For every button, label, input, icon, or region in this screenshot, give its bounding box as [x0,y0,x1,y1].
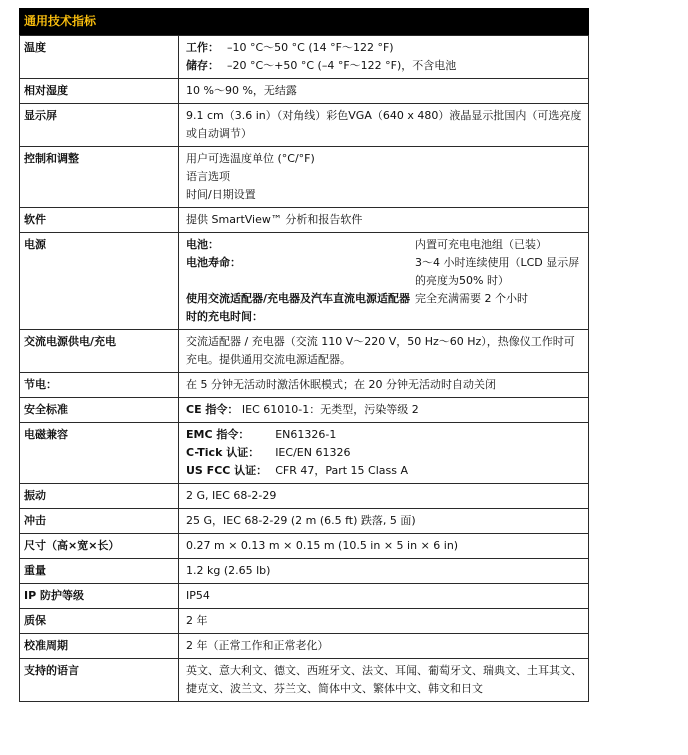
table-row [20,609,589,634]
spec-table [19,35,589,702]
row-value [179,398,589,423]
fcc-value: CFR 47，Part 15 Class A [275,464,408,477]
row-label: IP 防护等级 [20,584,179,609]
row-value [179,233,589,330]
row-label: 相对湿度 [20,79,179,104]
row-value [179,36,589,79]
row-label: 温度 [20,36,179,79]
emc-label: EMC 指令： [186,428,250,441]
row-value: 0.27 m × 0.13 m × 0.15 m (10.5 in × 5 in × 6 in) [179,534,589,559]
row-label: 冲击 [20,509,179,534]
row-label: 尺寸（高×宽×长） [20,534,179,559]
row-label: 质保 [20,609,179,634]
row-value [179,147,589,208]
emc-value: EN61326-1 [275,428,337,441]
table-row [20,36,589,79]
charge-time-value: 完全充满需要 2 个小时 [415,292,528,305]
row-label: 安全标准 [20,398,179,423]
row-value: 1.2 kg (2.65 lb) [179,559,589,584]
table-row [20,330,589,373]
table-row [20,79,589,104]
table-row [20,233,589,330]
row-value: 9.1 cm（3.6 in）（对角线）彩色VGA（640 x 480）液晶显示批国内（可选亮度或自动调节） [179,104,589,147]
table-row [20,534,589,559]
row-label: 显示屏 [20,104,179,147]
battery-value: 内置可充电电池组（已装） [415,238,547,251]
row-value: IP54 [179,584,589,609]
ctick-label: C-Tick 认证： [186,446,260,459]
row-value: 10 %～90 %，无结露 [179,79,589,104]
table-row [20,559,589,584]
row-value: 25 G，IEC 68-2-29 (2 m (6.5 ft) 跌落, 5 面) [179,509,589,534]
table-row [20,634,589,659]
row-label: 节电： [20,373,179,398]
row-value [179,423,589,484]
row-value: 2 G, IEC 68-2-29 [179,484,589,509]
table-row [20,584,589,609]
row-label: 软件 [20,208,179,233]
ce-value: IEC 61010-1：无类型，污染等级 2 [241,403,419,416]
table-row [20,147,589,208]
ce-label: CE 指令： [186,403,239,416]
spec-sheet [19,8,589,702]
table-row [20,484,589,509]
row-label: 电磁兼容 [20,423,179,484]
store-label: 储存： [186,59,219,72]
row-value: 交流适配器 / 充电器（交流 110 V～220 V，50 Hz～60 Hz），热像仪工作时可充电。提供通用交流电源适配器。 [179,330,589,373]
work-label: 工作： [186,41,219,54]
battery-label: 电池： [186,238,219,251]
row-value: 在 5 分钟无活动时激活休眠模式；在 20 分钟无活动时自动关闭 [179,373,589,398]
table-row [20,659,589,702]
table-row [20,104,589,147]
store-value: –20 °C～+50 °C (–4 °F～122 °F)，不含电池 [227,59,457,72]
row-label: 支持的语言 [20,659,179,702]
ctick-value: IEC/EN 61326 [275,446,351,459]
control-line: 时间/日期设置 [186,188,256,201]
fcc-label: US FCC 认证： [186,464,268,477]
row-value: 提供 SmartView™ 分析和报告软件 [179,208,589,233]
work-value: –10 °C～50 °C (14 °F～122 °F) [227,41,394,54]
table-row [20,398,589,423]
table-row [20,423,589,484]
section-header: 通用技术指标 [19,8,589,35]
battery-life-value: 3～4 小时连续使用（LCD 显示屏的亮度为50% 时） [415,256,580,287]
row-label: 交流电源供电/充电 [20,330,179,373]
control-line: 语言选项 [186,170,230,183]
row-value: 2 年 [179,609,589,634]
row-label: 重量 [20,559,179,584]
control-line: 用户可选温度单位 (°C/°F) [186,152,315,165]
table-row [20,208,589,233]
row-value: 2 年（正常工作和正常老化） [179,634,589,659]
table-row [20,373,589,398]
charge-time-label: 使用交流适配器/充电器及汽车直流电源适配器时的充电时间： [186,292,411,323]
battery-life-label: 电池寿命： [186,256,241,269]
row-label: 校准周期 [20,634,179,659]
row-label: 振动 [20,484,179,509]
row-value: 英文、意大利文、德文、西班牙文、法文、耳闻、葡萄牙文、瑞典文、土耳其文、捷克文、波兰文、芬兰文、简体中文、繁体中文、韩文和日文 [179,659,589,702]
row-label: 电源 [20,233,179,330]
row-label: 控制和调整 [20,147,179,208]
table-row [20,509,589,534]
